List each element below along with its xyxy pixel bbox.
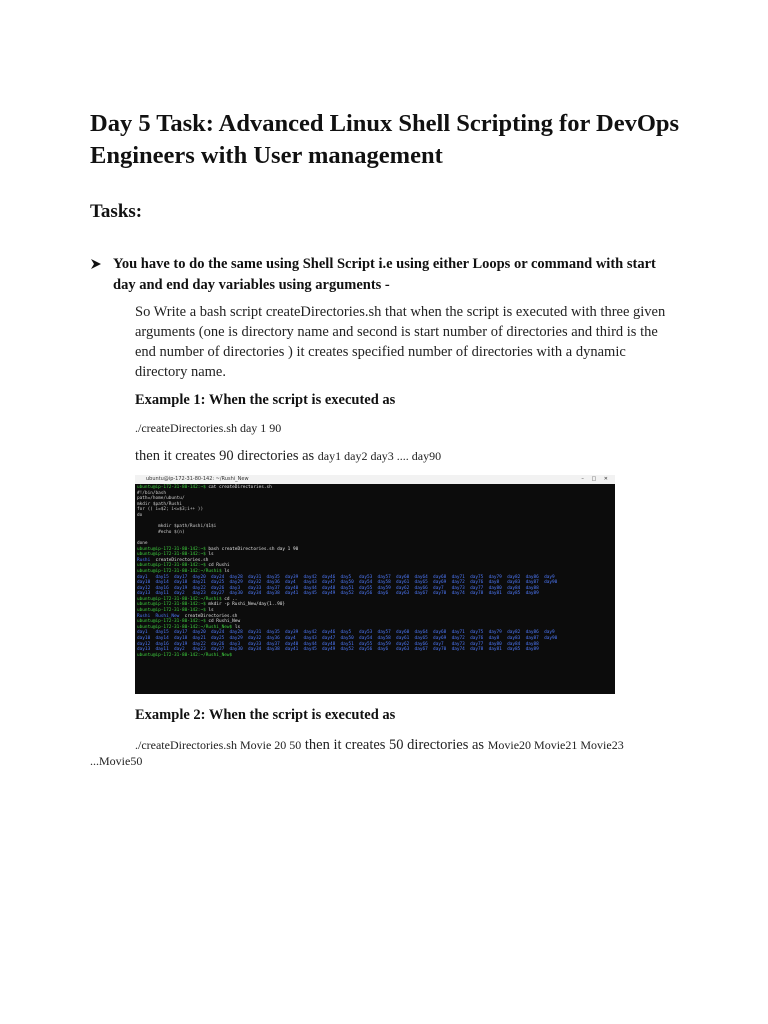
terminal-text: ls (205, 552, 214, 558)
terminal-text: day1 day15 day17 day20 day24 day28 day31 day35 day39 day42 day46 day5 day53 day57 day60 day64 day68 day71 day75 day79 day82 day86 day9 (137, 574, 555, 580)
terminal-text: for (( i=$2; i<=$3;i++ )) (137, 507, 204, 513)
terminal-text: mkdir $path/Rushi/$1$i (137, 524, 217, 530)
example2-command: ./createDirectories.sh Movie 20 50 (135, 738, 302, 752)
terminal-titlebar (135, 475, 615, 484)
terminal-text: ubuntu@ip-172-31-80-142:~$ (137, 608, 206, 614)
example1-result-text: then it creates 90 directories as (135, 448, 318, 464)
tasks-heading: Tasks: (90, 201, 143, 222)
terminal-output (135, 484, 615, 659)
terminal-text: createDirectories.sh (150, 557, 209, 563)
terminal-text: createDirectories.sh (179, 613, 238, 619)
example1-command: ./createDirectories.sh day 1 90 (135, 421, 282, 435)
terminal-text: mkdir -p Rushi_New/day{1..90} (205, 602, 286, 608)
terminal-text: ubuntu@ip-172-31-80-142:~$ (137, 602, 206, 608)
terminal-text: day12 day16 day19 day22 day26 day3 day33 day37 day40 day44 day48 day51 day55 day59 day62 day66 day7 day73 day77 day80 day84 day88 (137, 641, 539, 647)
terminal-text: ubuntu@ip-172-31-80-142:~/Rushi$ (137, 596, 222, 602)
terminal-text: ubuntu@ip-172-31-80-142:~/Rushi_New$ (137, 624, 233, 630)
terminal-text: ls (232, 624, 241, 630)
example2-line (135, 737, 624, 754)
terminal-text: ubuntu@ip-172-31-80-142:~$ (137, 485, 206, 490)
terminal-text: #!/bin/bash (137, 490, 167, 496)
terminal-line (137, 653, 613, 659)
terminal-text: #echo $(n) (137, 529, 185, 535)
example1-result (135, 448, 441, 465)
terminal-text: mkdir $path/Rushi (137, 501, 182, 507)
example1-result-names: day1 day2 day3 .... day90 (317, 449, 442, 463)
terminal-text: ubuntu@ip-172-31-80-142:~/Rushi$ (137, 568, 222, 574)
example1-heading: Example 1: When the script is executed as (135, 392, 396, 408)
terminal-text: ls (221, 568, 230, 574)
terminal-text: cd Rushi_New (205, 619, 241, 625)
terminal-text: ubuntu@ip-172-31-80-142:~$ (137, 563, 206, 569)
terminal-text: cd Rushi (205, 563, 230, 569)
terminal-text: ubuntu@ip-172-31-80-142:~$ (137, 619, 206, 625)
terminal-text: done (137, 540, 148, 546)
terminal-text: bash createDirectories.sh day 1 90 (205, 546, 299, 552)
terminal-text: day10 day14 day18 day21 day25 day29 day32 day36 day4 day43 day47 day50 day54 day58 day61 day65 day69 day72 day76 day8 day83 day87 day90 (137, 636, 558, 642)
task-bullet-text: You have to do the same using Shell Script i.e using either Loops or command with start day and end day variables using arguments - (113, 256, 656, 293)
example2-result-continuation: ...Movie50 (90, 754, 143, 768)
terminal-screenshot (135, 475, 615, 694)
terminal-text: Rushi (137, 557, 151, 563)
example2-result-names: Movie20 Movie21 Movie23 (487, 738, 624, 752)
example2-result-text: then it creates 50 directories as (301, 737, 488, 753)
terminal-title: ubuntu@ip-172-31-80-142: ~/Rushi_New (146, 476, 249, 482)
terminal-text: day1 day15 day17 day20 day24 day28 day31 day35 day39 day42 day46 day5 day53 day57 day60 day64 day68 day71 day75 day79 day82 day86 day9 (137, 630, 555, 636)
terminal-text: day13 day11 day2 day23 day27 day30 day34 day38 day41 day45 day49 day52 day56 day6 day63 day67 day70 day74 day78 day81 day85 day89 (137, 647, 539, 653)
arrow-bullet-icon (90, 258, 102, 270)
terminal-text: cd .. (221, 596, 238, 602)
document-title: Day 5 Task: Advanced Linux Shell Scripting for DevOps Engineers with User management (90, 110, 680, 169)
example2-heading: Example 2: When the script is executed as (135, 707, 396, 723)
terminal-text: ubuntu@ip-172-31-80-142:~$ (137, 552, 206, 558)
terminal-text: day13 day11 day2 day23 day27 day30 day34 day38 day41 day45 day49 day52 day56 day6 day63 day67 day70 day74 day78 day81 day85 day89 (137, 591, 539, 597)
terminal-text: ls (205, 608, 214, 614)
terminal-text: path=/home/ubuntu/ (137, 496, 185, 502)
terminal-text: day12 day16 day19 day22 day26 day3 day33 day37 day40 day44 day48 day51 day55 day59 day62 day66 day7 day73 day77 day80 day84 day88 (137, 585, 539, 591)
terminal-text: cat createDirectories.sh (205, 485, 272, 490)
task-description: So Write a bash script createDirectories.sh that when the script is executed with three given arguments (one is directory name and second is start number of directories and third is the end number of directories ) it creates specified number of directories with a dynamic directory name. (135, 304, 666, 380)
terminal-text: ubuntu@ip-172-31-80-142:~$ (137, 546, 206, 552)
terminal-text (232, 653, 235, 658)
window-controls-icon: – □ ✕ (581, 476, 611, 482)
terminal-text: ubuntu@ip-172-31-80-142:~/Rushi_New$ (137, 652, 233, 658)
terminal-text: Rushi Rushi_New (137, 613, 180, 619)
terminal-text: do (137, 512, 143, 518)
terminal-text: day10 day14 day18 day21 day25 day29 day32 day36 day4 day43 day47 day50 day54 day58 day61 day65 day69 day72 day76 day8 day83 day87 day90 (137, 580, 558, 586)
